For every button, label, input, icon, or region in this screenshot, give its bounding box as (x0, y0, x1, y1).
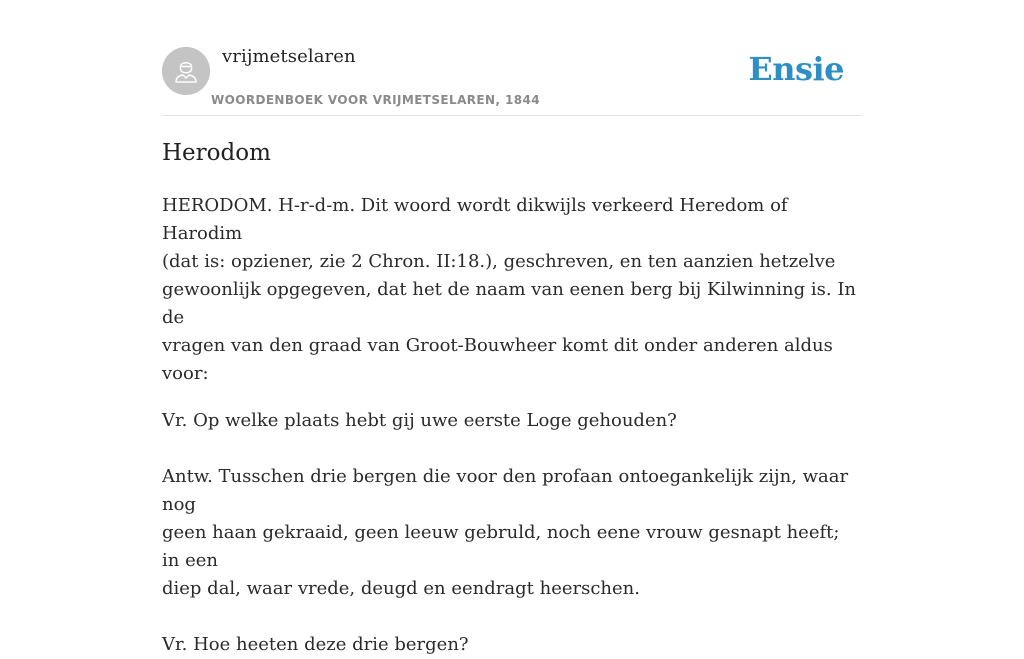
intro-paragraph: HERODOM. H-r-d-m. Dit woord wordt dikwijls verkeerd Heredom of Harodim (dat is: opziener, zie 2 Chron. II:18.), geschreven, en ten aanzien hetzelve gewoonlijk opgegeven, dat het de naam van eenen berg bij Kilwinning is. In de vragen van den graad van Groot-Bouwheer komt dit onder anderen aldus voor: (162, 195, 857, 384)
user-icon[interactable] (162, 47, 210, 95)
ensie-logo[interactable]: Ensie (748, 50, 844, 88)
article-container (162, 0, 862, 655)
source-label[interactable]: WOORDENBOEK VOOR VRIJMETSELAREN, 1844 (211, 93, 540, 107)
article-header (162, 0, 862, 116)
author-name[interactable]: vrijmetselaren (222, 46, 356, 67)
article-body (162, 192, 862, 659)
dialogue-paragraph: Vr. Op welke plaats hebt gij uwe eerste Loge gehouden? Antw. Tusschen drie bergen die voor den profaan ontoegankelijk zijn, waar nog geen haan gekraaid, geen leeuw gebruld, noch eene vrouw gesnapt heeft; in een diep dal, waar vrede, deugd en eendragt heerschen. Vr. Hoe heeten deze drie bergen? (162, 410, 849, 655)
page-title: Herodom (162, 140, 271, 166)
